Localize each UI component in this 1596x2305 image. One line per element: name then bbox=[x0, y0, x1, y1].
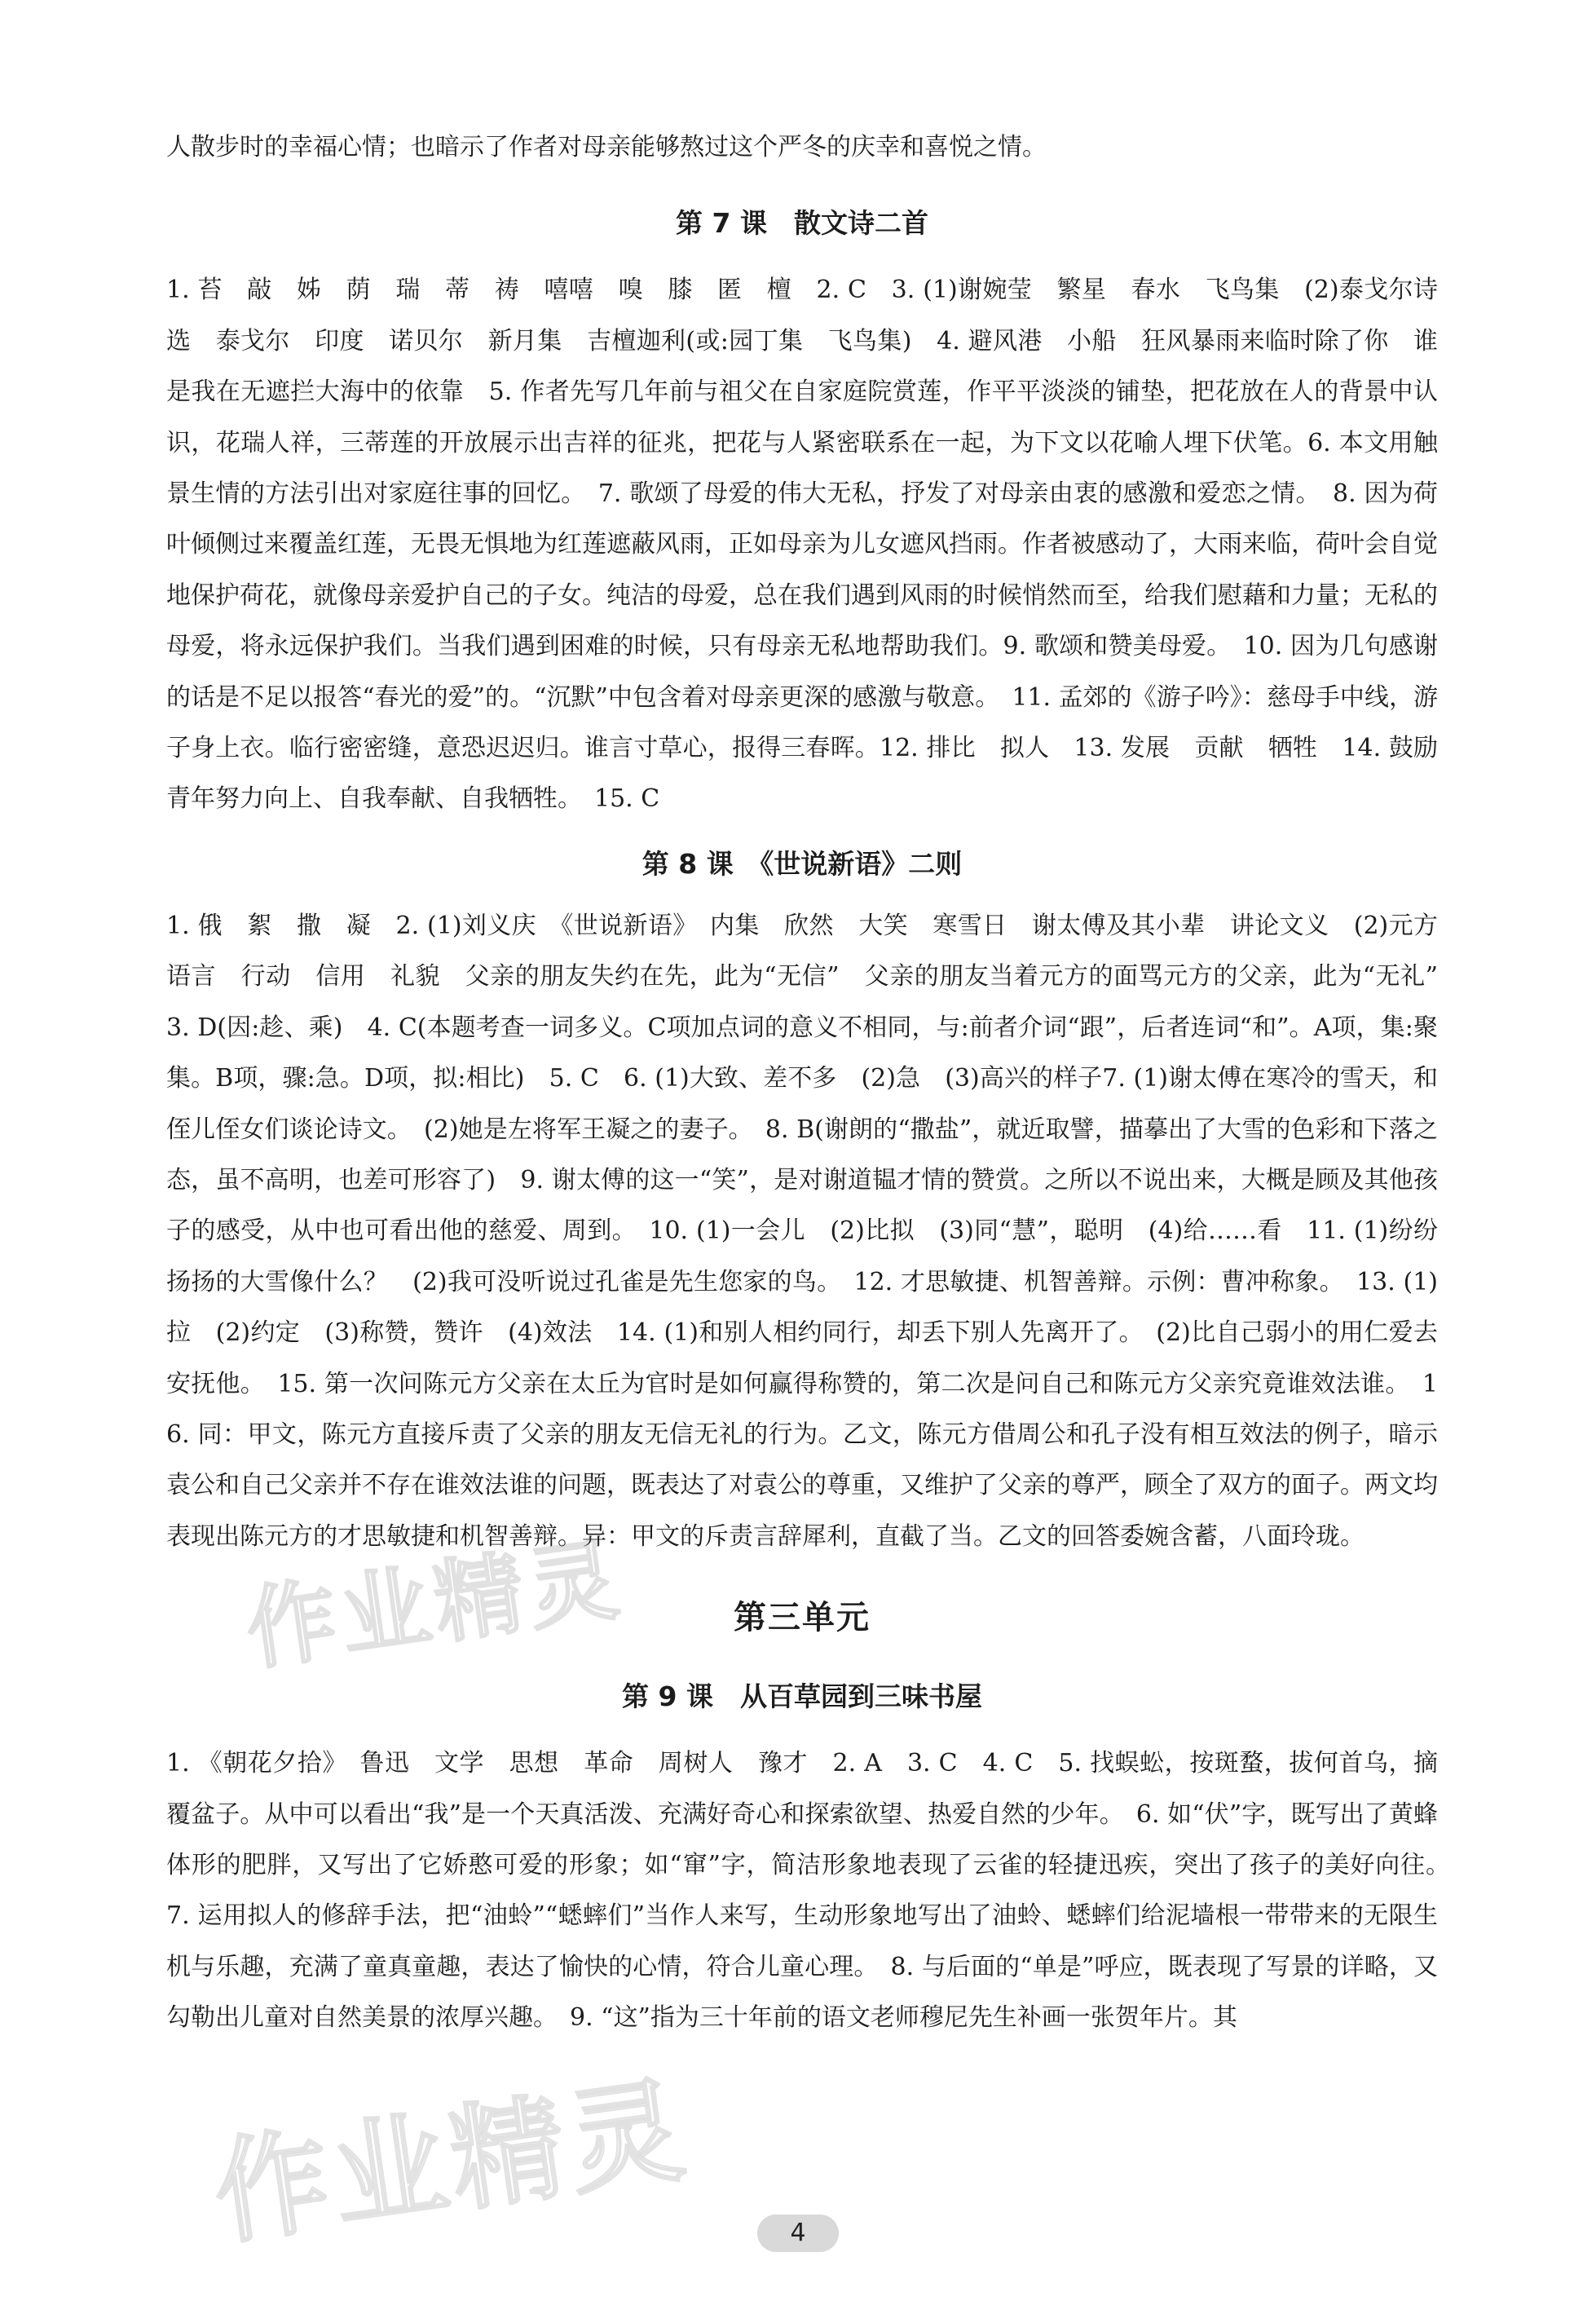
watermark-logo-bottom: 作业精灵 bbox=[206, 2064, 697, 2262]
intro-line: 人散步时的幸福心情；也暗示了作者对母亲能够熬过这个严冬的庆幸和喜悦之情。 bbox=[166, 133, 1047, 161]
lesson7-title: 第 7 课 散文诗二首 bbox=[676, 207, 928, 240]
lesson9-title: 第 9 课 从百草园到三味书屋 bbox=[622, 1680, 982, 1713]
unit3-title: 第三单元 bbox=[734, 1599, 871, 1637]
watermark-logo: 作业精灵 bbox=[240, 1526, 629, 1683]
page-number: 4 bbox=[757, 2214, 839, 2252]
lesson8-body: 1. 俄 絮 撒 凝 2. (1)刘义庆 《世说新语》 内集 欣然 大笑 寒雪日 谢太傅及其小辈 讲论文义 (2)元方 语言 行动 信用 礼貌 父亲的朋友失约在先，此为“无信” 父亲的朋友当着元方的面骂元方的父亲，此为“无礼” 3. D(因:趁、乘) 4. C(本题考查一词多义。C项加点词的意义不相同，与:前者介词“跟”，后者连词“和”。A项，集:聚集。B项，骤:急。D项，拟:相比) 5. C 6. (1)大致、差不多 (2)急 (3)高兴的样子7. (1)谢太傅在寒冷的雪天，和侄儿侄女们谈论诗文。 (2)她是左将军王凝之的妻子。 8. B(谢朗的“撒盐”，就近取譬，描摹出了大雪的色彩和下落之态，虽不高明，也差可形容了) 9. 谢太傅的这一“笑”，是对谢道韫才情的赞赏。之所以不说出来，大概是顾及其他孩子的感受，从中也可看出他的慈爱、周到。 10. (1)一会儿 (2)比拟 (3)同“慧”，聪明 (4)给……看 11. (1)纷纷扬扬的大雪像什么？ (2)我可没听说过孔雀是先生您家的鸟。 12. 才思敏捷、机智善辩。示例：曹冲称象。 13. (1)拉 (2)约定 (3)称赞，赞许 (4)效法 14. (1)和别人相约同行，却丢下别人先离开了。 (2)比自己弱小的用仁爱去安抚他。 15. 第一次问陈元方父亲在太丘为官时是如何赢得称赞的，第二次是问自己和陈元方父亲究竟谁效法谁。 16. 同：甲文，陈元方直接斥责了父亲的朋友无信无礼的行为。乙文，陈元方借周公和孔子没有相互效法的例子，暗示袁公和自己父亲并不存在谁效法谁的问题，既表达了对袁公的尊重，又维护了父亲的尊严，顾全了双方的面子。两文均表现出陈元方的才思敏捷和机智善辩。异：甲文的斥责言辞犀利，直截了当。乙文的回答委婉含蓄，八面玲珑。 bbox=[166, 911, 1462, 1551]
lesson9-body: 1. 《朝花夕拾》 鲁迅 文学 思想 革命 周树人 豫才 2. A 3. C 4. C 5. 找蜈蚣，按斑蝥，拔何首乌，摘覆盆子。从中可以看出“我”是一个天真活泼、充满好奇心和探索欲望、热爱自然的少年。 6. 如“伏”字，既写出了黄蜂体形的肥胖，又写出了它娇憨可爱的形象；如“窜”字，简洁形象地表现了云雀的轻捷迅疾，突出了孩子的美好向往。 7. 运用拟人的修辞手法，把“油蛉”“蟋蟀们”当作人来写，生动形象地写出了油蛉、蟋蟀们给泥墙根一带带来的无限生机与乐趣，充满了童真童趣，表达了愉快的心情，符合儿童心理。 8. 与后面的“单是”呼应，既表现了写景的详略，又勾勒出儿童对自然美景的浓厚兴趣。 9. “这”指为三十年前的语文老师穆尼先生补画一张贺年片。其 bbox=[166, 1749, 1462, 2033]
lesson8-title: 第 8 课 《世说新语》二则 bbox=[641, 847, 963, 880]
lesson7-body: 1. 苔 敲 姊 荫 瑞 蒂 祷 嘻嘻 嗅 膝 匿 檀 2. C 3. (1)谢婉莹 繁星 春水 飞鸟集 (2)泰戈尔诗选 泰戈尔 印度 诺贝尔 新月集 吉檀迦利(或:园丁集 飞鸟集) 4. 避风港 小船 狂风暴雨来临时除了你 谁是我在无遮拦大海中的依靠 5. 作者先写几年前与祖父在自家庭院赏莲，作平平淡淡的铺垫，把花放在人的背景中认识，花瑞人祥，三蒂莲的开放展示出吉祥的征兆，把花与人紧密联系在一起，为下文以花喻人埋下伏笔。6. 本文用触景生情的方法引出对家庭往事的回忆。 7. 歌颂了母爱的伟大无私，抒发了对母亲由衷的感激和爱恋之情。 8. 因为荷叶倾侧过来覆盖红莲，无畏无惧地为红莲遮蔽风雨，正如母亲为儿女遮风挡雨。作者被感动了，大雨来临，荷叶会自觉地保护荷花，就像母亲爱护自己的子女。纯洁的母爱，总在我们遇到风雨的时候悄然而至，给我们慰藉和力量；无私的母爱，将永远保护我们。当我们遇到困难的时候，只有母亲无私地帮助我们。9. 歌颂和赞美母爱。 10. 因为几句感谢的话是不足以报答“春光的爱”的。“沉默”中包含着对母亲更深的感激与敬意。 11. 孟郊的《游子吟》：慈母手中线，游子身上衣。临行密密缝，意恐迟迟归。谁言寸草心，报得三春晖。12. 排比 拟人 13. 发展 贡献 牺牲 14. 鼓励青年努力向上、自我奉献、自我牺牲。 15. C bbox=[166, 276, 1438, 814]
answer-page bbox=[166, 122, 1462, 2044]
